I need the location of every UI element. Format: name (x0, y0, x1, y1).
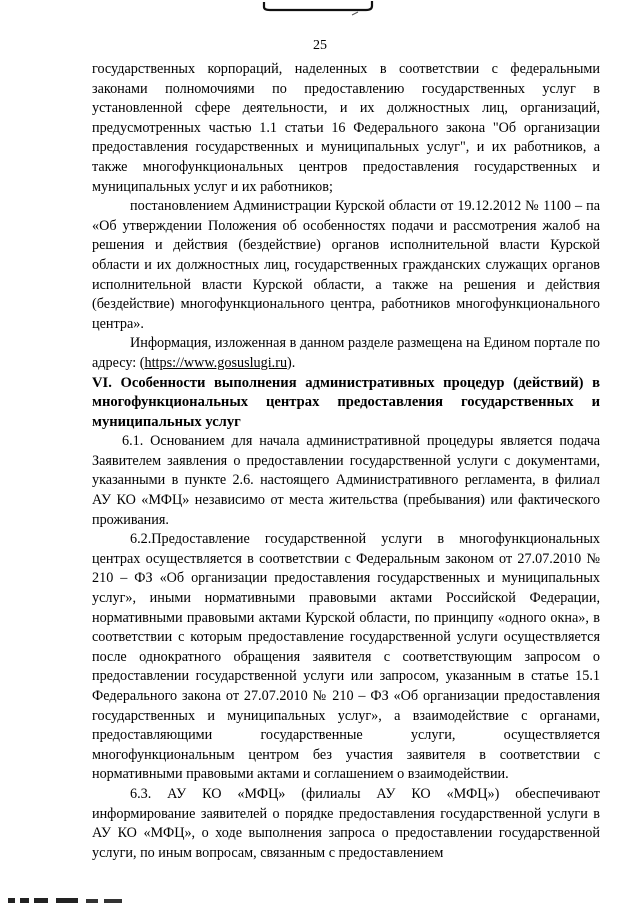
paragraph-portal-info (92, 334, 600, 373)
paragraph-6-1: 6.1. Основанием для начала административной процедуры является подача Заявителем заявления о предоставлении государственной услуги с документами, указанными в пункте 2.6. настоящего Административного регламента, в филиал АУ КО «МФЦ» независимо от места жительства (пребывания) или фактического проживания. (92, 433, 600, 528)
portal-info-text: Информация, изложенная в данном разделе размещена на Едином портале по адресу: ( (92, 335, 600, 371)
document-body (92, 60, 600, 863)
paragraph-resolution: постановлением Администрации Курской области от 19.12.2012 № 1100 – па «Об утверждении Положения об особенностях подачи и рассмотрения жалоб на решения и действия (бездействие) органов исполнительной власти Курской области и их должностных лиц, государственных гражданских служащих органов исполнительной власти Курской области, а также на решения и действия (бездействие) многофункционального центра, работников многофункционального центра». (92, 198, 600, 332)
portal-info-end: ). (287, 354, 296, 371)
page-number: 25 (313, 38, 327, 53)
section-heading: VI. Особенности выполнения административных процедур (действий) в многофункциональных центрах предоставления государственных и муниципальных услуг (92, 374, 600, 430)
paragraph-6-2: 6.2.Предоставление государственной услуги в многофункциональных центрах осуществляется в соответствии с Федеральным законом от 27.07.2010 № 210 – ФЗ «Об организации предоставления государственных и муниципальных услуг», иными нормативными правовыми актами Российской Федерации, нормативными правовыми актами Курской области, по принципу «одного окна», в соответствии с которым предоставление государственной услуги осуществляется после однократного обращения заявителя с соответствующим запросом о предоставлении государственной услуги или запросом, указанным в статье 15.1 Федерального закона от 27.07.2010 № 210 – ФЗ «Об организации предоставления государственных и муниципальных услуг», а взаимодействие с органами, предоставляющими государственные услуги, осуществляется многофункциональным центром без участия заявителя в соответствии с нормативными правовыми актами и соглашением о взаимодействии. (92, 531, 600, 783)
paragraph-continuation: государственных корпораций, наделенных в соответствии с федеральными законами полномочиями по предоставлению государственных услуг в установленной сфере деятельности, и их должностных лиц, организаций, предусмотренных частью 1.1 статьи 16 Федерального закона "Об организации предоставления государственных и муниципальных услуг", и их работников, а также многофункциональных центров предоставления государственных и муниципальных услуг и их работников; (92, 61, 600, 195)
scan-artifact-bottom (0, 891, 150, 905)
gosuslugi-link[interactable]: https://www.gosuslugi.ru (144, 354, 288, 371)
paragraph-6-3: 6.3. АУ КО «МФЦ» (филиалы АУ КО «МФЦ») обеспечивают информирование заявителей о порядке предоставления государственной услуги в АУ КО «МФЦ», о ходе выполнения запроса о предоставлении государственной услуги, по иным вопросам, связанным с предоставлением (92, 785, 600, 861)
scan-artifact-top (262, 0, 374, 16)
